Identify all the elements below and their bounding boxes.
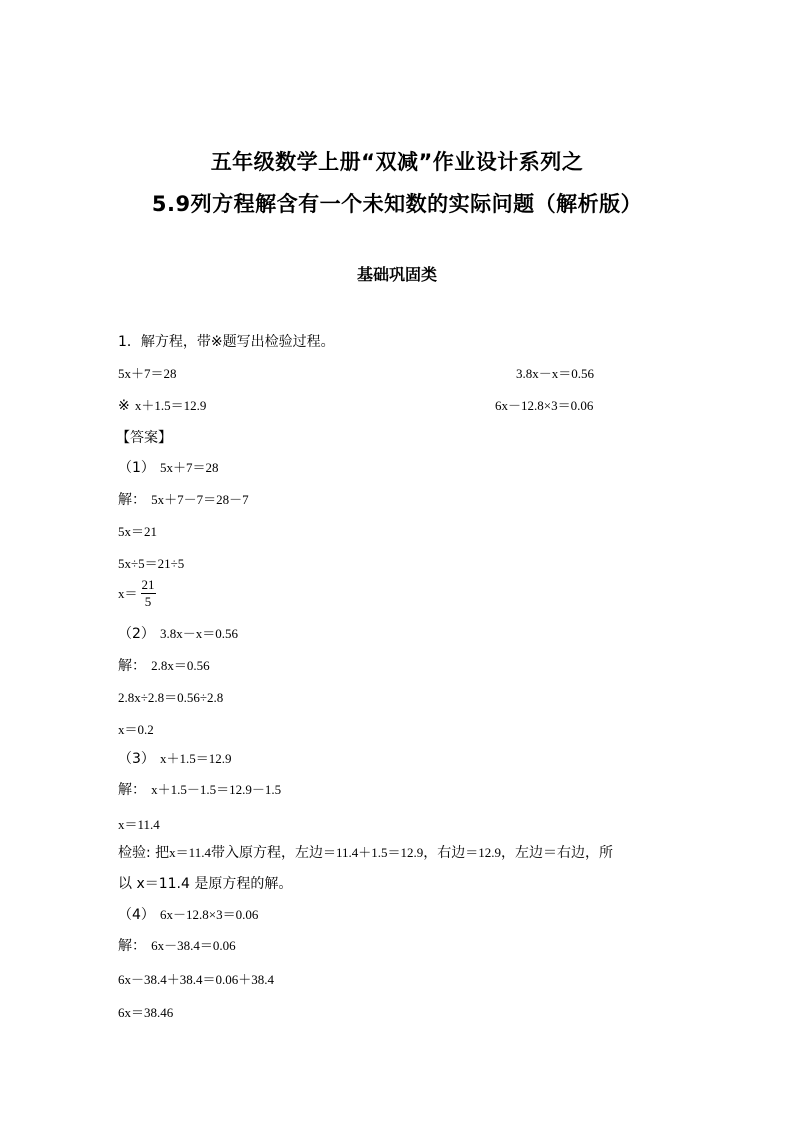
part2-equation: 3.8x－x＝0.56 — [160, 626, 239, 641]
part1-step3: 5x÷5＝21÷5 — [118, 556, 185, 571]
question-equation-3-row — [118, 395, 206, 414]
part4-header — [118, 904, 258, 924]
document-title-line2: 5.9列方程解含有一个未知数的实际问题（解析版） — [151, 192, 643, 216]
check-text-a: 检验: 把 — [118, 845, 170, 861]
part3-header — [118, 748, 232, 768]
part3-check-line1 — [118, 842, 613, 862]
part3-label: （3） — [118, 751, 155, 767]
part3-equation: x＋1.5＝12.9 — [160, 751, 232, 766]
starred-mark: ※ — [118, 398, 130, 414]
part2-step3: x＝0.2 — [118, 722, 154, 737]
question-equation-2: 3.8x－x＝0.56 — [516, 366, 595, 381]
part4-step1 — [118, 935, 236, 955]
part1-step1-math: 5x＋7－7＝28－7 — [151, 492, 249, 507]
question-stem: 1．解方程，带※题写出检验过程。 — [118, 334, 335, 350]
answer-label: 【答案】 — [116, 430, 172, 446]
part3-jie: 解： — [118, 782, 146, 798]
part1-step2: 5x＝21 — [118, 524, 158, 539]
check-text-c: 带入原方程，左边 — [210, 845, 323, 861]
part3-check-line2: 以 x＝11.4 是原方程的解。 — [118, 876, 293, 892]
part1-step4-lhs: x＝ — [118, 586, 138, 601]
question-equation-1: 5x＋7＝28 — [118, 366, 177, 381]
check-math-d: ＝11.4＋1.5＝12.9 — [322, 845, 424, 860]
part1-jie: 解： — [118, 492, 146, 508]
part4-equation: 6x－12.8×3＝0.06 — [160, 907, 259, 922]
part4-jie: 解： — [118, 938, 146, 954]
part3-step1-math: x＋1.5－1.5＝12.9－1.5 — [151, 782, 282, 797]
section-heading: 基础巩固类 — [356, 265, 437, 284]
fraction — [141, 577, 156, 610]
part2-header — [118, 623, 238, 643]
question-equation-3: x＋1.5＝12.9 — [134, 398, 207, 413]
part1-step4 — [118, 577, 156, 610]
part2-step1-math: 2.8x＝0.56 — [151, 658, 210, 673]
fraction-numerator: 21 — [141, 577, 155, 592]
part2-label: （2） — [118, 626, 155, 642]
check-text-g: ，左边＝右边，所 — [501, 845, 613, 861]
part3-step2: x＝11.4 — [118, 817, 160, 832]
part4-step3: 6x＝38.46 — [118, 1005, 174, 1020]
part1-equation: 5x＋7＝28 — [160, 460, 219, 475]
part2-step2: 2.8x÷2.8＝0.56÷2.8 — [118, 690, 224, 705]
check-text-e: ，右边 — [423, 845, 466, 861]
check-math-f: ＝12.9 — [465, 845, 501, 860]
question-equation-4: 6x－12.8×3＝0.06 — [495, 398, 594, 413]
part4-label: （4） — [118, 907, 155, 923]
part2-step1 — [118, 655, 210, 675]
fraction-denominator: 5 — [144, 594, 152, 609]
part1-label: （1） — [118, 460, 155, 476]
part1-step1 — [118, 489, 249, 509]
part4-step1-math: 6x－38.4＝0.06 — [151, 938, 236, 953]
part1-header — [118, 457, 219, 477]
check-math-b: x＝11.4 — [169, 845, 211, 860]
part4-step2: 6x－38.4＋38.4＝0.06＋38.4 — [118, 972, 275, 987]
part3-step1 — [118, 779, 281, 799]
part2-jie: 解： — [118, 658, 146, 674]
document-title-line1: 五年级数学上册“双减”作业设计系列之 — [210, 150, 584, 174]
